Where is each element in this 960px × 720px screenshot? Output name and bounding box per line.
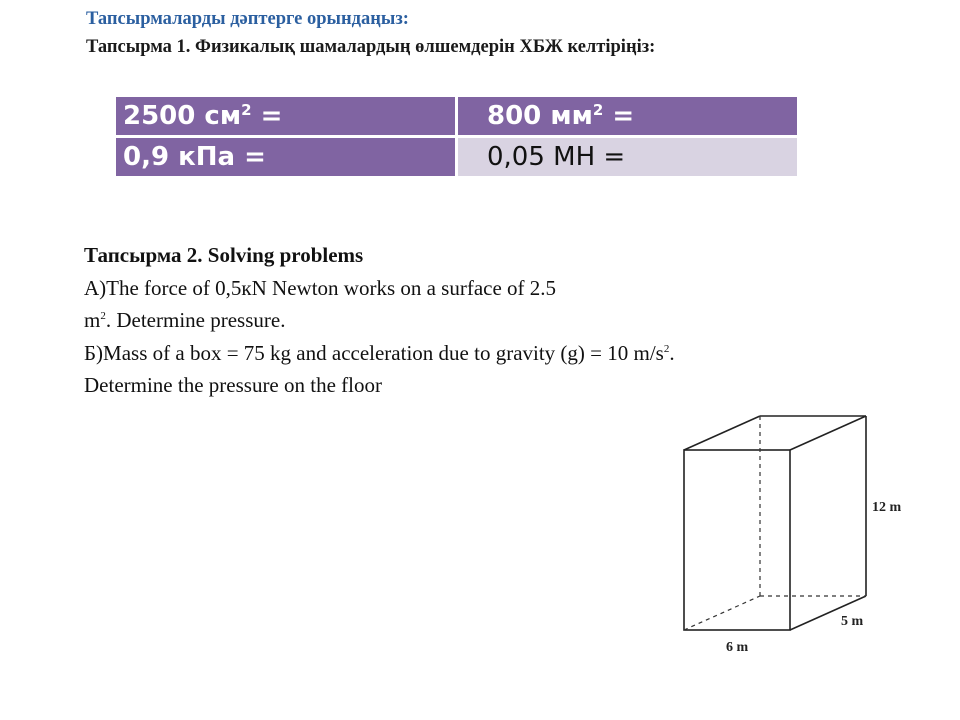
box-hidden-edges [684, 416, 866, 630]
problem-b-line2: Determine the pressure on the floor [84, 373, 382, 397]
table-cell: 800 $мм^2$ = [458, 97, 797, 135]
depth-label: 5 m [841, 614, 864, 629]
conversion-table [116, 97, 797, 177]
width-label: 6 m [726, 640, 749, 655]
task2-block [84, 239, 884, 402]
box-solid-edges [684, 416, 866, 630]
page-heading: Тапсырмаларды дәптерге орындаңыз: [86, 9, 409, 29]
height-label: 12 m [872, 500, 902, 515]
task1-title: Тапсырма 1. Физикалық шамалардың өлшемдерін ХБЖ келтіріңіз: [86, 37, 656, 57]
problem-a-line1: A)The force of 0,5кN Newton works on a surface of 2.5 [84, 275, 557, 300]
problem-a-line2: $m^2$. Determine pressure. [84, 308, 286, 332]
table-cell: 2500 $см^2$ = [116, 97, 455, 135]
table-cell: 0,9 кПа = [116, 138, 455, 176]
table-cell: 0,05 МН = [458, 138, 797, 176]
task2-title: Тапсырма 2. Solving problems [84, 243, 364, 267]
problem-b-line1: Б)Mass of a box = 75 kg and acceleration due to gravity (g) = 10 $m/s^2$. [84, 340, 675, 365]
